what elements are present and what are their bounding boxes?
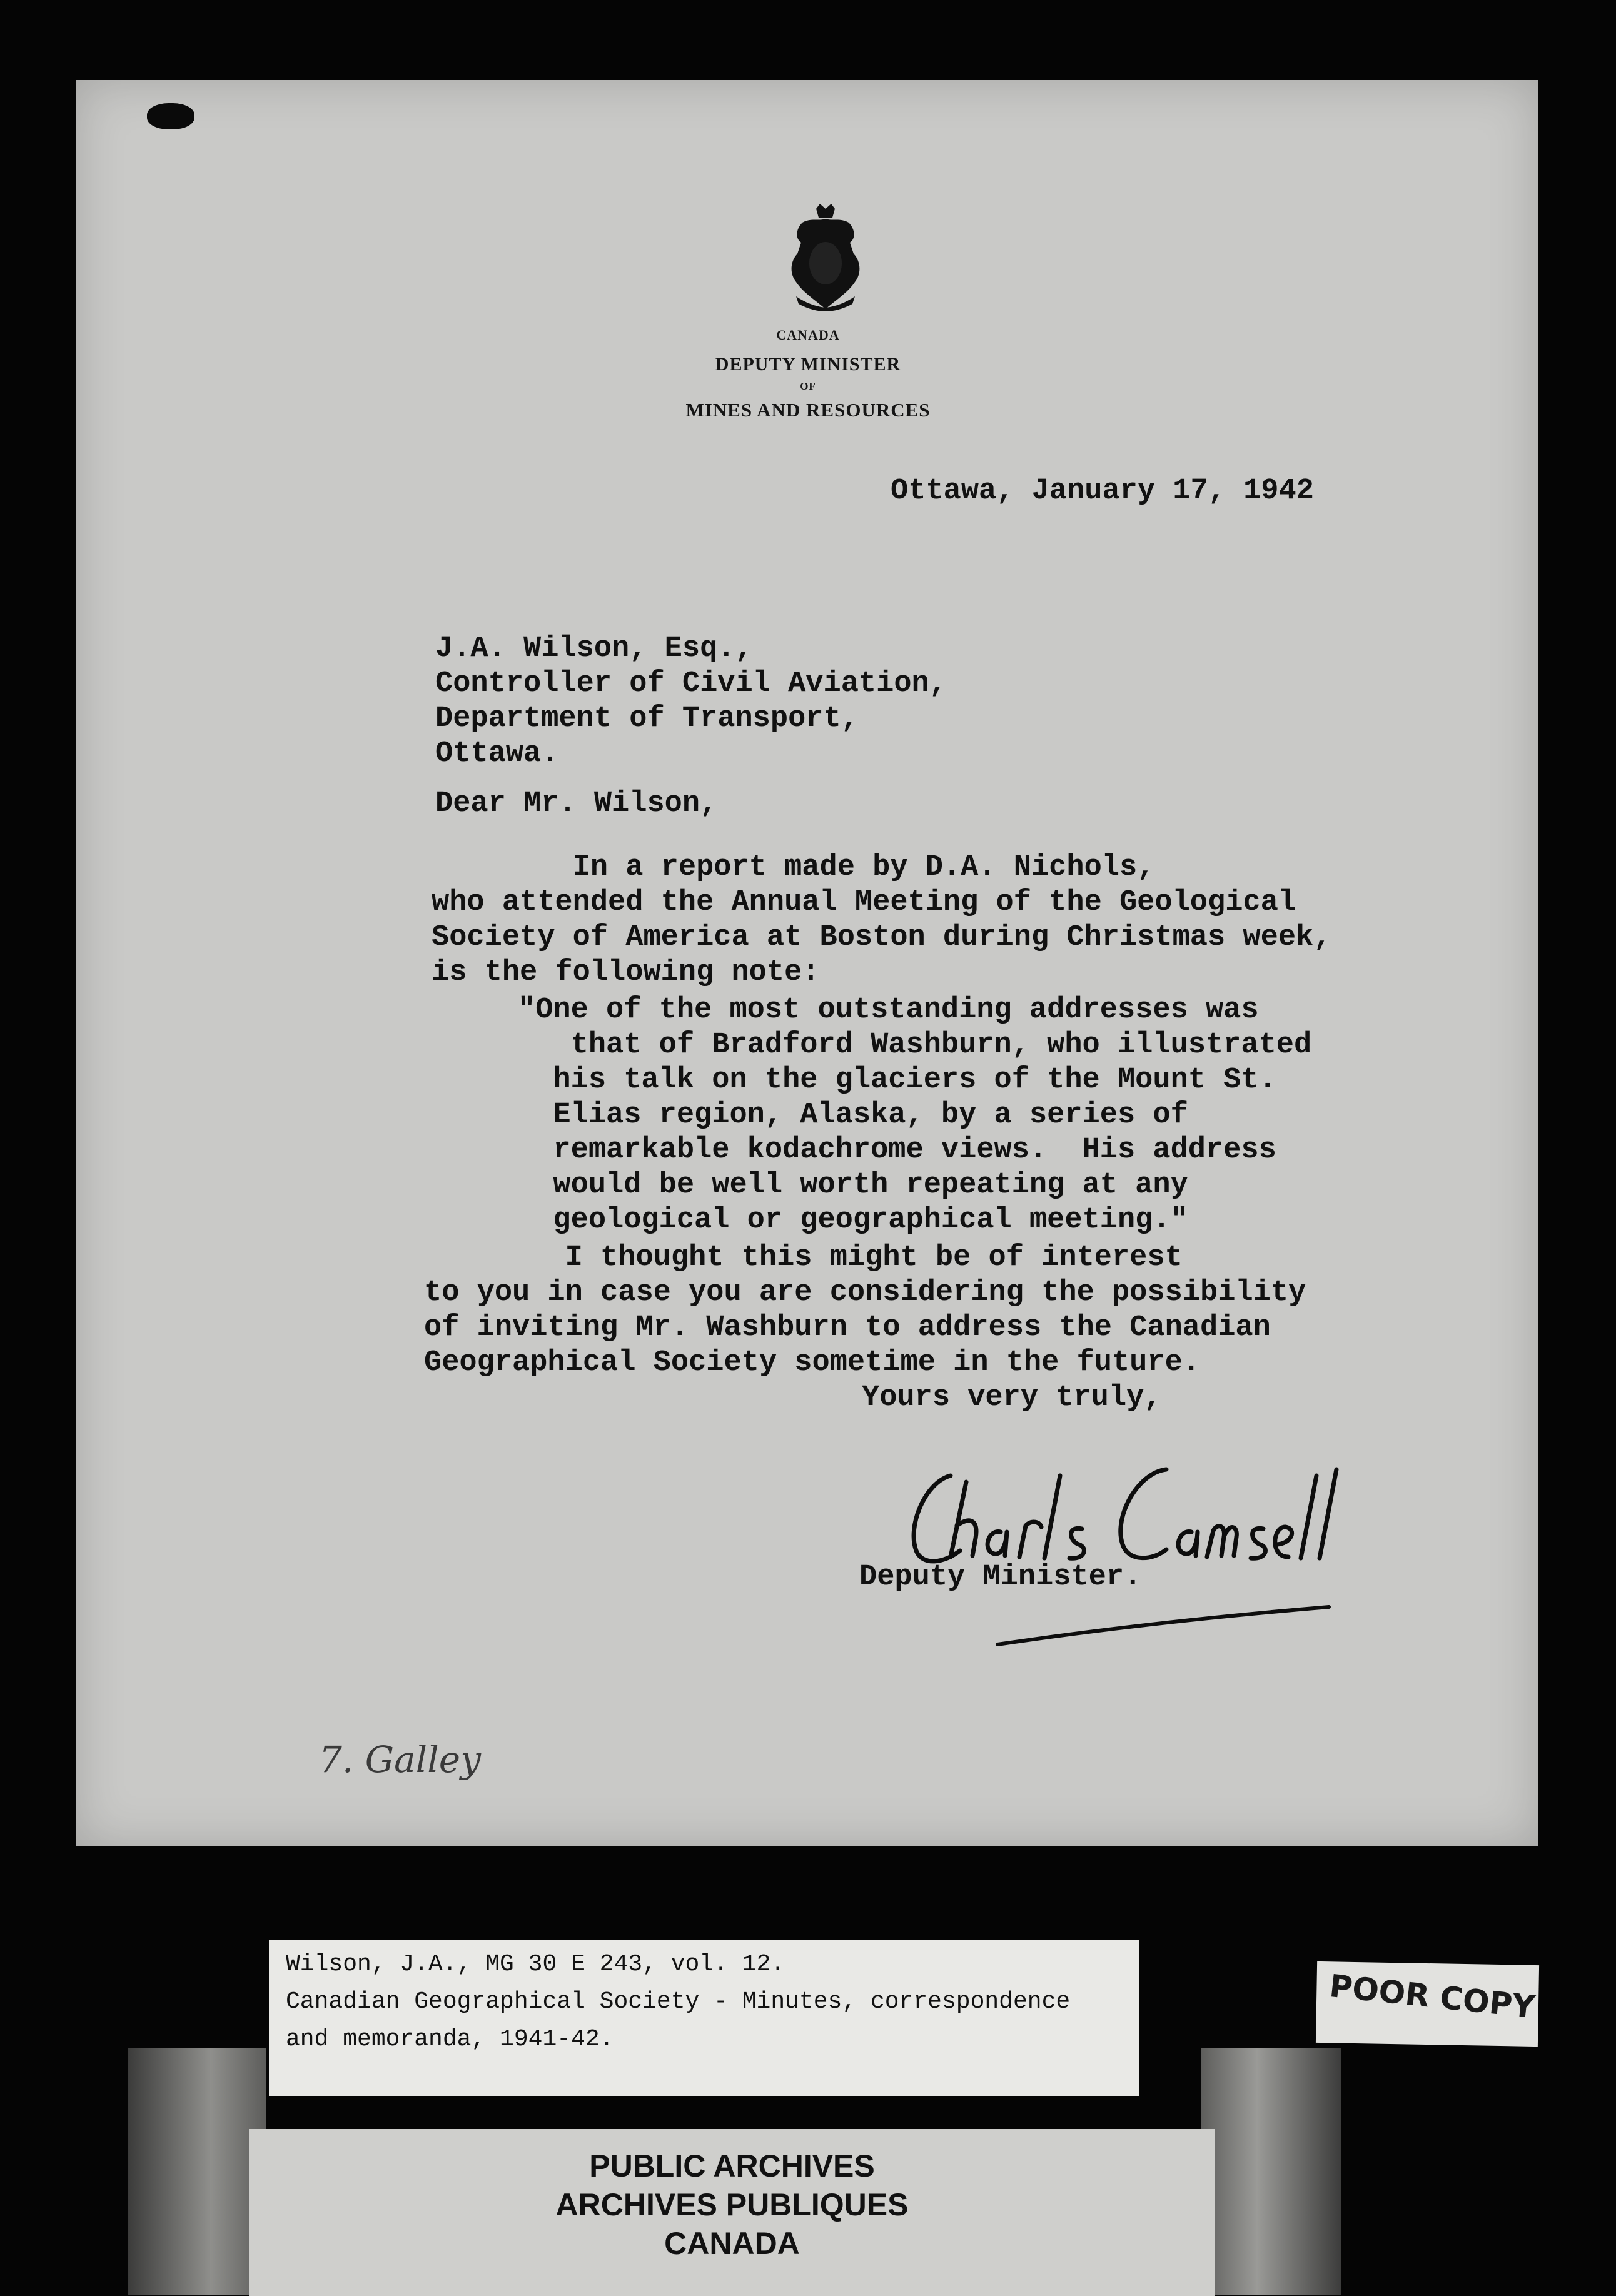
signer-title: Deputy Minister. <box>859 1561 1142 1594</box>
punch-hole <box>147 103 194 129</box>
paragraph1-line: is the following note: <box>432 956 820 989</box>
recipient-department: Department of Transport, <box>435 702 859 735</box>
letterhead-department: MINES AND RESOURCES <box>685 399 931 421</box>
mount-tab-left <box>128 2048 266 2295</box>
paragraph2-line: I thought this might be of interest <box>424 1241 1183 1274</box>
letterhead-of: OF <box>800 380 816 392</box>
paragraph2-line: to you in case you are considering the possibility <box>424 1276 1306 1309</box>
quote-line: geological or geographical meeting." <box>518 1204 1188 1237</box>
quote-line: his talk on the glaciers of the Mount St. <box>518 1064 1276 1097</box>
paragraph1-line: In a report made by D.A. Nichols, <box>432 851 1155 884</box>
archive-label-line: Canadian Geographical Society - Minutes, correspondence <box>286 1988 1071 2015</box>
recipient-title: Controller of Civil Aviation, <box>435 667 947 700</box>
canada-coat-of-arms-icon <box>784 204 867 311</box>
quote-line: Elias region, Alaska, by a series of <box>518 1099 1188 1132</box>
recipient-city: Ottawa. <box>435 737 559 770</box>
quote-line: "One of the most outstanding addresses was <box>518 994 1259 1027</box>
letter-date: Ottawa, January 17, 1942 <box>891 475 1314 508</box>
poor-copy-text: POOR COPY <box>1328 1968 1537 2026</box>
mount-tab-right <box>1201 2048 1341 2295</box>
salutation: Dear Mr. Wilson, <box>435 787 718 820</box>
archive-label-line: and memoranda, 1941-42. <box>286 2026 614 2053</box>
poor-copy-tag <box>1316 1961 1539 2047</box>
recipient-name: J.A. Wilson, Esq., <box>435 632 753 665</box>
archive-stamp-line: CANADA <box>664 2226 800 2261</box>
quote-line: that of Bradford Washburn, who illustrated <box>518 1029 1312 1062</box>
paragraph1-line: Society of America at Boston during Christmas week, <box>432 921 1331 954</box>
paragraph1-line: who attended the Annual Meeting of the Geological <box>432 886 1296 919</box>
paragraph2-line: Geographical Society sometime in the future. <box>424 1346 1201 1379</box>
closing: Yours very truly, <box>862 1381 1162 1414</box>
archive-stamp-line: ARCHIVES PUBLIQUES <box>555 2187 909 2222</box>
handwritten-marginal-note: 7. Galley <box>319 1738 481 1781</box>
letterhead-office: DEPUTY MINISTER <box>715 354 901 375</box>
quote-line: would be well worth repeating at any <box>518 1169 1188 1202</box>
archive-stamp-strip <box>249 2129 1215 2296</box>
paragraph2-line: of inviting Mr. Washburn to address the Canadian <box>424 1311 1271 1344</box>
archive-label-line: Wilson, J.A., MG 30 E 243, vol. 12. <box>286 1951 785 1978</box>
archive-label-card <box>269 1940 1139 2096</box>
archive-stamp-line: PUBLIC ARCHIVES <box>589 2148 875 2183</box>
quote-line: remarkable kodachrome views. His address <box>518 1134 1276 1167</box>
letterhead-country: CANADA <box>776 327 840 343</box>
